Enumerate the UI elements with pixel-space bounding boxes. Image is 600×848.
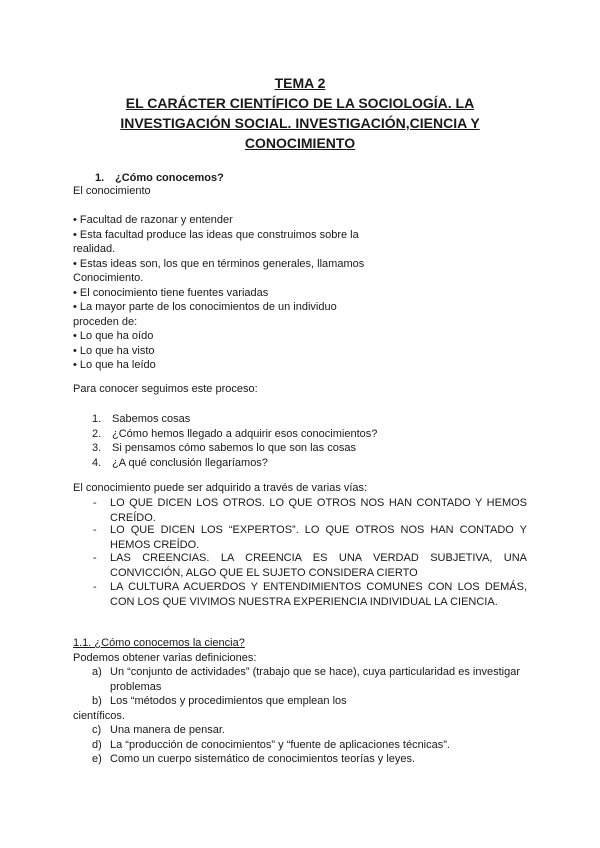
bullet-line: • Lo que ha oído [73, 330, 154, 342]
bullet-line: • El conocimiento tiene fuentes variadas [73, 286, 269, 299]
process-intro: Para conocer seguimos este proceso: [73, 383, 258, 395]
dash-marker: - [93, 524, 97, 536]
process-item-text: ¿A qué conclusión llegaríamos? [112, 456, 268, 469]
section-1-heading-text: ¿Cómo conocemos? [115, 172, 224, 184]
way-item-text: LA CULTURA ACUERDOS Y ENTENDIMIENTOS COMUNES CON LOS DEMÁS, CON LOS QUE VIVIMOS NUESTRA EXPERIENCIA INDIVIDUAL LA CIENCIA. [110, 581, 527, 608]
way-item [95, 580, 527, 609]
definition-item-e [92, 752, 532, 767]
way-item [95, 551, 527, 580]
way-item-text: LO QUE DICEN LOS OTROS. LO QUE OTROS NOS HAN CONTADO Y HEMOS CREÍDO. [110, 497, 527, 524]
bullet-line: • Lo que ha visto [73, 344, 155, 357]
bullet-line: Conocimiento. [73, 272, 144, 284]
definition-item-c [92, 723, 532, 738]
definition-text: Los “métodos y procedimientos que emplean los [110, 695, 347, 707]
definition-text: La “producción de conocimientos” y “fuente de aplicaciones técnicas”. [110, 738, 450, 751]
process-item-number: 4. [92, 456, 102, 469]
section-1-number: 1. [95, 172, 105, 184]
bullet-line: • Estas ideas son, los que en términos generales, llamamos [73, 257, 365, 270]
definition-text: Una manera de pensar. [110, 724, 225, 736]
definition-text: Un “conjunto de actividades” (trabajo que se hace), cuya particularidad es investigar problemas [110, 666, 520, 693]
bullet-line: • Esta facultad produce las ideas que construimos sobre la [73, 228, 359, 241]
definition-letter: d) [92, 738, 102, 751]
definition-letter: a) [92, 666, 102, 678]
definition-b-continuation: científicos. [73, 709, 125, 722]
way-item [95, 523, 527, 552]
definition-item-b [92, 694, 532, 709]
process-item-text: ¿Cómo hemos llegado a adquirir esos conocimientos? [112, 427, 378, 440]
bullet-line: realidad. [73, 243, 116, 255]
dash-marker: - [93, 552, 97, 564]
section-1-1-heading: 1.1. ¿Cómo conocemos la ciencia? [73, 637, 245, 649]
definition-letter: b) [92, 695, 102, 707]
bullet-line: • Lo que ha leído [73, 359, 156, 371]
process-item-number: 1. [92, 413, 102, 425]
title-line-3: INVESTIGACIÓN SOCIAL. INVESTIGACIÓN,CIENCIA Y [120, 115, 480, 131]
definition-letter: e) [92, 753, 102, 765]
section-1-intro: El conocimiento [73, 185, 151, 197]
definition-letter: c) [92, 724, 102, 736]
process-item-text: Si pensamos cómo sabemos lo que son las cosas [112, 442, 356, 454]
definition-item-a [92, 665, 532, 695]
way-item-text: LO QUE DICEN LOS “EXPERTOS”. LO QUE OTROS NOS HAN CONTADO Y HEMOS CREÍDO. [110, 524, 527, 551]
title-line-1: TEMA 2 [274, 75, 326, 91]
way-item [95, 496, 527, 525]
process-item-number: 2. [92, 427, 102, 440]
document-title [60, 73, 540, 153]
section-1-1-intro: Podemos obtener varias definiciones: [73, 652, 257, 664]
way-item-text: LAS CREENCIAS. LA CREENCIA ES UNA VERDAD SUBJETIVA, UNA CONVICCIÓN, ALGO QUE EL SUJETO CONSIDERA CIERTO [110, 552, 527, 579]
ways-intro: El conocimiento puede ser adquirido a través de varias vías: [73, 482, 368, 494]
bullet-line: • Facultad de razonar y entender [73, 214, 233, 226]
section-1-heading [95, 172, 224, 184]
dash-marker: - [93, 581, 97, 593]
process-item-text: Sabemos cosas [112, 413, 191, 425]
bullet-line: proceden de: [73, 315, 138, 328]
definition-item-d [92, 738, 532, 753]
definition-text: Como un cuerpo sistemático de conocimientos teorías y leyes. [110, 753, 416, 765]
dash-marker: - [93, 497, 97, 509]
title-line-4: CONOCIMIENTO [244, 135, 356, 151]
title-line-2: EL CARÁCTER CIENTÍFICO DE LA SOCIOLOGÍA. LA [125, 95, 475, 111]
bullet-line: • La mayor parte de los conocimientos de un individuo [73, 301, 337, 313]
process-item-number: 3. [92, 442, 102, 454]
